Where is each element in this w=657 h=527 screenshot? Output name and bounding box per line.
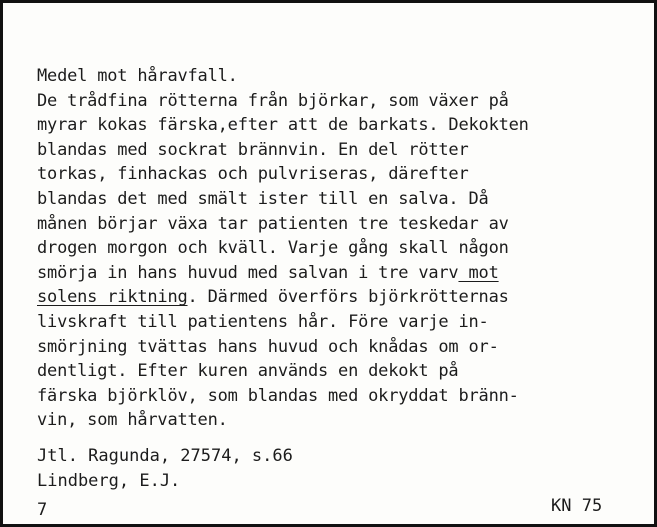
text-line-10: livskraft till patientens hår. Före varje in- xyxy=(37,311,489,332)
text-line-6: månen börjar växa tar patienten tre teskedar av xyxy=(37,213,509,234)
text-line-3: blandas med sockrat brännvin. En del rötter xyxy=(37,139,469,160)
text-line-7: drogen morgon och kväll. Varje gång skall någon xyxy=(37,238,509,259)
text-line-8 xyxy=(37,261,649,286)
text-line-14: vin, som hårvatten. xyxy=(37,410,228,431)
text-line-1: De trådfina rötterna från björkar, som växer på xyxy=(37,90,509,111)
text-line-9 xyxy=(37,285,649,310)
reference-line: Jtl. Ragunda, 27574, s.66 xyxy=(37,446,293,466)
card-title: Medel mot håravfall. xyxy=(37,66,238,86)
author-line: Lindberg, E.J. xyxy=(37,471,181,491)
source-reference xyxy=(37,444,293,494)
text-line-4: torkas, finhackas och pulvriseras, därefter xyxy=(37,164,469,185)
card-code: KN 75 xyxy=(551,496,603,516)
page-number: 7 xyxy=(37,500,48,520)
text-line-11: smörjning tvättas hans huvud och knådas om or- xyxy=(37,336,499,357)
text-line-2: myrar kokas färska,efter att de barkats. Dekokten xyxy=(37,115,529,136)
underlined-mot: mot xyxy=(458,262,499,283)
text-line-8-main: smörja in hans huvud med salvan i tre varv xyxy=(37,262,459,283)
text-line-13: färska björklöv, som blandas med okryddat bränn- xyxy=(37,385,519,406)
text-line-9-rest: . Därmed överförs björkrötternas xyxy=(187,287,509,308)
text-line-5: blandas det med smält ister till en salva. Då xyxy=(37,188,489,209)
card-content xyxy=(3,3,654,524)
text-line-12: dentligt. Efter kuren används en dekokt på xyxy=(37,361,459,382)
underlined-solens-riktning: solens riktning xyxy=(37,287,188,308)
card-text xyxy=(37,64,649,433)
